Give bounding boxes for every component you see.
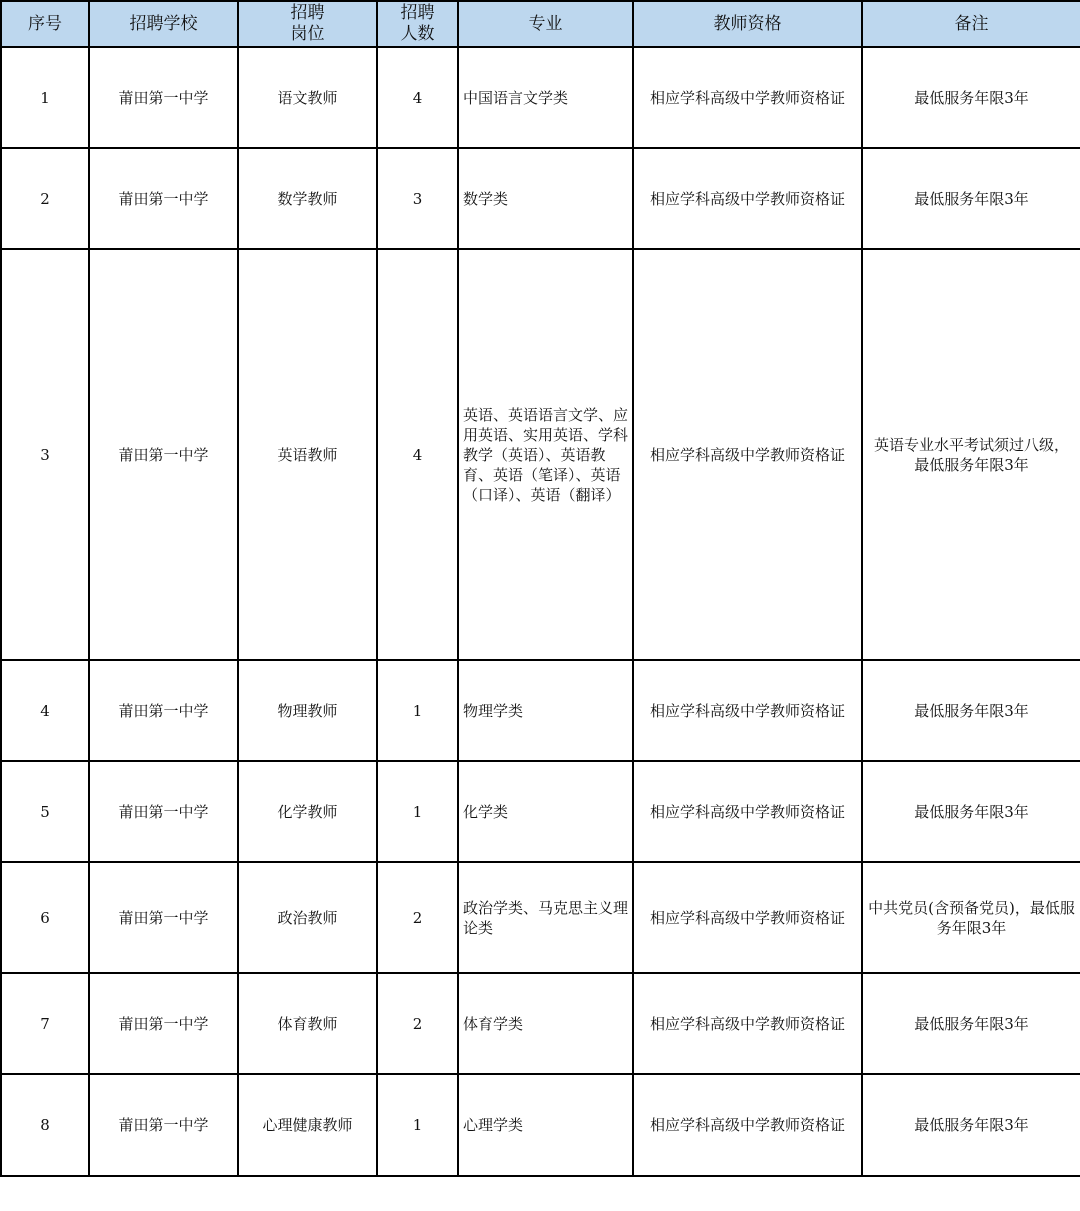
table-row bbox=[1, 148, 1080, 249]
cell-qualification: 相应学科高级中学教师资格证 bbox=[633, 1074, 862, 1176]
cell-index: 1 bbox=[1, 47, 89, 148]
cell-qualification: 相应学科高级中学教师资格证 bbox=[633, 761, 862, 862]
cell-remarks: 最低服务年限3年 bbox=[862, 761, 1080, 862]
header-position bbox=[238, 1, 377, 47]
cell-school: 莆田第一中学 bbox=[89, 1074, 238, 1176]
header-remarks: 备注 bbox=[862, 1, 1080, 47]
table-row bbox=[1, 862, 1080, 973]
cell-major: 物理学类 bbox=[458, 660, 633, 761]
table-row bbox=[1, 1074, 1080, 1176]
cell-index: 6 bbox=[1, 862, 89, 973]
cell-index: 3 bbox=[1, 249, 89, 660]
table-row bbox=[1, 761, 1080, 862]
cell-major: 数学类 bbox=[458, 148, 633, 249]
cell-position: 心理健康教师 bbox=[238, 1074, 377, 1176]
cell-index: 8 bbox=[1, 1074, 89, 1176]
cell-index: 5 bbox=[1, 761, 89, 862]
cell-qualification: 相应学科高级中学教师资格证 bbox=[633, 249, 862, 660]
cell-count: 2 bbox=[377, 973, 458, 1074]
cell-remarks: 最低服务年限3年 bbox=[862, 973, 1080, 1074]
cell-remarks: 最低服务年限3年 bbox=[862, 47, 1080, 148]
header-index: 序号 bbox=[1, 1, 89, 47]
cell-index: 4 bbox=[1, 660, 89, 761]
header-count bbox=[377, 1, 458, 47]
header-qualification: 教师资格 bbox=[633, 1, 862, 47]
cell-major: 中国语言文学类 bbox=[458, 47, 633, 148]
cell-school: 莆田第一中学 bbox=[89, 148, 238, 249]
cell-school: 莆田第一中学 bbox=[89, 249, 238, 660]
header-count-line2: 人数 bbox=[400, 24, 435, 44]
cell-major: 体育学类 bbox=[458, 973, 633, 1074]
cell-remarks: 中共党员(含预备党员)，最低服务年限3年 bbox=[862, 862, 1080, 973]
cell-major: 化学类 bbox=[458, 761, 633, 862]
cell-position: 英语教师 bbox=[238, 249, 377, 660]
cell-count: 4 bbox=[377, 249, 458, 660]
cell-count: 1 bbox=[377, 761, 458, 862]
cell-count: 3 bbox=[377, 148, 458, 249]
cell-count: 1 bbox=[377, 660, 458, 761]
cell-index: 7 bbox=[1, 973, 89, 1074]
cell-qualification: 相应学科高级中学教师资格证 bbox=[633, 973, 862, 1074]
cell-index: 2 bbox=[1, 148, 89, 249]
cell-count: 4 bbox=[377, 47, 458, 148]
cell-qualification: 相应学科高级中学教师资格证 bbox=[633, 862, 862, 973]
cell-qualification: 相应学科高级中学教师资格证 bbox=[633, 660, 862, 761]
table-row bbox=[1, 249, 1080, 660]
cell-qualification: 相应学科高级中学教师资格证 bbox=[633, 148, 862, 249]
cell-position: 政治教师 bbox=[238, 862, 377, 973]
table-row bbox=[1, 973, 1080, 1074]
cell-school: 莆田第一中学 bbox=[89, 660, 238, 761]
cell-position: 语文教师 bbox=[238, 47, 377, 148]
cell-position: 体育教师 bbox=[238, 973, 377, 1074]
cell-position: 数学教师 bbox=[238, 148, 377, 249]
cell-position: 物理教师 bbox=[238, 660, 377, 761]
cell-remarks: 英语专业水平考试须过八级，最低服务年限3年 bbox=[862, 249, 1080, 660]
cell-school: 莆田第一中学 bbox=[89, 761, 238, 862]
cell-major: 心理学类 bbox=[458, 1074, 633, 1176]
header-position-line1: 招聘 bbox=[290, 3, 325, 23]
cell-qualification: 相应学科高级中学教师资格证 bbox=[633, 47, 862, 148]
header-major: 专业 bbox=[458, 1, 633, 47]
cell-remarks: 最低服务年限3年 bbox=[862, 148, 1080, 249]
cell-remarks: 最低服务年限3年 bbox=[862, 660, 1080, 761]
cell-school: 莆田第一中学 bbox=[89, 862, 238, 973]
cell-count: 2 bbox=[377, 862, 458, 973]
table-row bbox=[1, 660, 1080, 761]
cell-position: 化学教师 bbox=[238, 761, 377, 862]
header-position-line2: 岗位 bbox=[290, 24, 325, 44]
table-row bbox=[1, 47, 1080, 148]
cell-major: 政治学类、马克思主义理论类 bbox=[458, 862, 633, 973]
table-body bbox=[1, 47, 1080, 1176]
cell-major: 英语、英语语言文学、应用英语、实用英语、学科教学（英语）、英语教育、英语（笔译）、英语（口译）、英语（翻译） bbox=[458, 249, 633, 660]
header-school: 招聘学校 bbox=[89, 1, 238, 47]
cell-count: 1 bbox=[377, 1074, 458, 1176]
cell-school: 莆田第一中学 bbox=[89, 973, 238, 1074]
cell-school: 莆田第一中学 bbox=[89, 47, 238, 148]
table-header bbox=[1, 1, 1080, 47]
header-count-line1: 招聘 bbox=[400, 3, 435, 23]
cell-remarks: 最低服务年限3年 bbox=[862, 1074, 1080, 1176]
